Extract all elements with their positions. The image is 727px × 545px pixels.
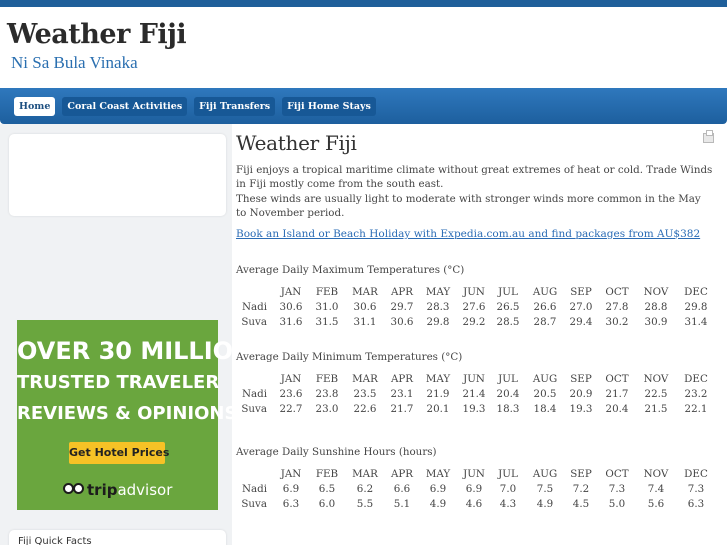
table-title-sunshine: Average Daily Sunshine Hours (hours) xyxy=(236,446,437,458)
month-header: MAY xyxy=(425,373,451,385)
ad-headline: OVER 30 MILLION xyxy=(17,337,254,365)
month-header: OCT xyxy=(605,373,629,385)
table-cell: 31.4 xyxy=(684,315,708,328)
month-header: FEB xyxy=(315,286,339,298)
table-cell: 31.1 xyxy=(353,315,377,328)
month-header: DEC xyxy=(684,468,708,480)
month-header: SEP xyxy=(570,373,592,385)
table-cell: 27.0 xyxy=(569,301,593,313)
month-header: SEP xyxy=(570,468,592,480)
logo-text-trip: trip xyxy=(87,481,118,499)
row-label: Suva xyxy=(241,402,267,415)
table-cell: 21.5 xyxy=(644,402,668,415)
site-header xyxy=(0,7,727,93)
table-cell: 22.7 xyxy=(279,402,303,415)
table-cell: 26.6 xyxy=(533,301,557,313)
table-title-max-temp: Average Daily Maximum Temperatures (°C) xyxy=(236,264,465,276)
table-cell: 28.7 xyxy=(533,315,557,328)
table-cell: 6.9 xyxy=(465,483,483,495)
site-title[interactable]: Weather Fiji xyxy=(7,19,187,50)
nav-item-home[interactable]: Home xyxy=(14,97,55,116)
table-cell: 31.5 xyxy=(315,315,339,328)
table-cell: 23.8 xyxy=(315,388,339,400)
table-cell: 5.6 xyxy=(647,497,665,510)
table-cell: 23.5 xyxy=(353,388,377,400)
month-header: NOV xyxy=(643,373,669,385)
table-cell: 22.6 xyxy=(353,402,377,415)
month-header: MAY xyxy=(425,286,451,298)
table-cell: 28.5 xyxy=(496,315,520,328)
table-cell: 29.7 xyxy=(390,301,414,313)
month-header: MAY xyxy=(425,468,451,480)
month-header: JUL xyxy=(498,468,518,480)
sidebar-widget xyxy=(9,134,226,216)
table-cell: 23.6 xyxy=(279,388,303,400)
table-cell: 6.3 xyxy=(687,497,705,510)
month-header: MAR xyxy=(352,468,378,480)
table-cell: 19.3 xyxy=(462,402,486,415)
ad-subline-2: REVIEWS & OPINIONS xyxy=(17,403,238,424)
table-cell: 26.5 xyxy=(496,301,520,313)
tripadvisor-logo xyxy=(63,481,172,499)
month-header: AUG xyxy=(532,468,558,480)
table-cell: 5.0 xyxy=(608,497,626,510)
month-header: DEC xyxy=(684,373,708,385)
table-cell: 18.4 xyxy=(533,402,557,415)
owl-eyes-icon xyxy=(63,483,85,496)
month-header: FEB xyxy=(315,468,339,480)
table-cell: 31.0 xyxy=(315,301,339,313)
table-cell: 4.9 xyxy=(429,497,447,510)
table-cell: 6.6 xyxy=(393,483,411,495)
table-cell: 18.3 xyxy=(496,402,520,415)
table-header-row xyxy=(236,468,716,482)
top-accent-bar xyxy=(0,0,727,7)
table-row xyxy=(236,498,716,512)
month-header: AUG xyxy=(532,286,558,298)
table-cell: 19.3 xyxy=(569,402,593,415)
table-cell: 6.3 xyxy=(282,497,300,510)
table-cell: 27.8 xyxy=(605,301,629,313)
table-header-row xyxy=(236,286,716,300)
table-cell: 23.1 xyxy=(390,388,414,400)
table-cell: 29.8 xyxy=(684,301,708,313)
nav-item-fiji-home-stays[interactable]: Fiji Home Stays xyxy=(282,97,376,116)
table-cell: 22.1 xyxy=(684,402,708,415)
quick-facts-title: Fiji Quick Facts xyxy=(18,536,92,545)
month-header: APR xyxy=(390,468,414,480)
table-cell: 4.6 xyxy=(465,497,483,510)
month-header: APR xyxy=(390,286,414,298)
month-header: JAN xyxy=(280,286,302,298)
print-icon[interactable] xyxy=(703,133,714,143)
table-cell: 4.3 xyxy=(499,497,517,510)
nav-item-fiji-transfers[interactable]: Fiji Transfers xyxy=(194,97,275,116)
intro-paragraph-1: Fiji enjoys a tropical maritime climate without great extremes of heat or cold. Trade Winds in Fiji mostly come from the south east. xyxy=(236,164,713,191)
month-header: NOV xyxy=(643,286,669,298)
table-row xyxy=(236,388,716,402)
table-cell: 4.9 xyxy=(536,497,554,510)
table-cell: 20.1 xyxy=(426,402,450,415)
month-header: APR xyxy=(390,373,414,385)
table-cell: 22.5 xyxy=(644,388,668,400)
ad-subline: TRUSTED TRAVELER xyxy=(17,372,220,393)
row-label: Suva xyxy=(241,315,267,328)
month-header: AUG xyxy=(532,373,558,385)
table-cell: 6.5 xyxy=(318,483,336,495)
month-header: OCT xyxy=(605,468,629,480)
table-cell: 30.9 xyxy=(644,315,668,328)
table-cell: 30.6 xyxy=(390,315,414,328)
month-header: SEP xyxy=(570,286,592,298)
table-cell: 30.6 xyxy=(279,301,303,313)
table-cell: 29.2 xyxy=(462,315,486,328)
table-cell: 6.0 xyxy=(318,497,336,510)
table-cell: 6.9 xyxy=(282,483,300,495)
page-title: Weather Fiji xyxy=(236,131,357,155)
month-header: JUN xyxy=(463,373,485,385)
table-cell: 28.3 xyxy=(426,301,450,313)
table-header-row xyxy=(236,373,716,387)
table-cell: 5.1 xyxy=(393,497,411,510)
table-cell: 29.4 xyxy=(569,315,593,328)
row-label: Suva xyxy=(241,497,267,510)
table-cell: 21.9 xyxy=(426,388,450,400)
table-cell: 7.2 xyxy=(572,483,590,495)
expedia-promo-link[interactable]: Book an Island or Beach Holiday with Expedia.com.au and find packages from AU$382 xyxy=(236,228,701,240)
table-cell: 4.5 xyxy=(572,497,590,510)
table-cell: 7.3 xyxy=(687,483,705,495)
table-cell: 7.5 xyxy=(536,483,554,495)
table-cell: 5.5 xyxy=(356,497,374,510)
table-cell: 7.0 xyxy=(499,483,517,495)
table-cell: 6.2 xyxy=(356,483,374,495)
table-cell: 30.6 xyxy=(353,301,377,313)
table-cell: 7.3 xyxy=(608,483,626,495)
row-label: Nadi xyxy=(241,388,267,400)
intro-paragraph-2: These winds are usually light to moderate with stronger winds more common in the May to November period. xyxy=(236,192,701,219)
table-row xyxy=(236,403,716,417)
table-cell: 20.5 xyxy=(533,388,557,400)
table-cell: 30.2 xyxy=(605,315,629,328)
month-header: MAR xyxy=(352,373,378,385)
table-cell: 28.8 xyxy=(644,301,668,313)
table-title-min-temp: Average Daily Minimum Temperatures (°C) xyxy=(236,351,463,363)
table-cell: 23.2 xyxy=(684,388,708,400)
row-label: Nadi xyxy=(241,301,267,313)
month-header: JAN xyxy=(280,468,302,480)
table-cell: 21.7 xyxy=(605,388,629,400)
month-header: JUN xyxy=(463,468,485,480)
logo-text-advisor: advisor xyxy=(117,481,173,499)
month-header: JUN xyxy=(463,286,485,298)
table-cell: 7.4 xyxy=(647,483,665,495)
month-header: DEC xyxy=(684,286,708,298)
intro-text xyxy=(236,163,714,220)
month-header: JUL xyxy=(498,373,518,385)
month-header: OCT xyxy=(605,286,629,298)
month-header: JAN xyxy=(280,373,302,385)
month-header: MAR xyxy=(352,286,378,298)
table-cell: 31.6 xyxy=(279,315,303,328)
table-row xyxy=(236,483,716,497)
table-cell: 21.7 xyxy=(390,402,414,415)
get-hotel-prices-button[interactable]: Get Hotel Prices xyxy=(69,442,165,464)
month-header: NOV xyxy=(643,468,669,480)
table-cell: 6.9 xyxy=(429,483,447,495)
row-label: Nadi xyxy=(241,483,267,495)
main-nav xyxy=(14,97,376,116)
table-cell: 27.6 xyxy=(462,301,486,313)
table-cell: 20.4 xyxy=(605,402,629,415)
table-cell: 21.4 xyxy=(462,388,486,400)
site-tagline: Ni Sa Bula Vinaka xyxy=(11,53,138,72)
table-row xyxy=(236,301,716,315)
table-row xyxy=(236,316,716,330)
table-cell: 23.0 xyxy=(315,402,339,415)
table-cell: 20.4 xyxy=(496,388,520,400)
nav-item-coral-coast-activities[interactable]: Coral Coast Activities xyxy=(62,97,187,116)
month-header: JUL xyxy=(498,286,518,298)
table-cell: 29.8 xyxy=(426,315,450,328)
table-cell: 20.9 xyxy=(569,388,593,400)
month-header: FEB xyxy=(315,373,339,385)
